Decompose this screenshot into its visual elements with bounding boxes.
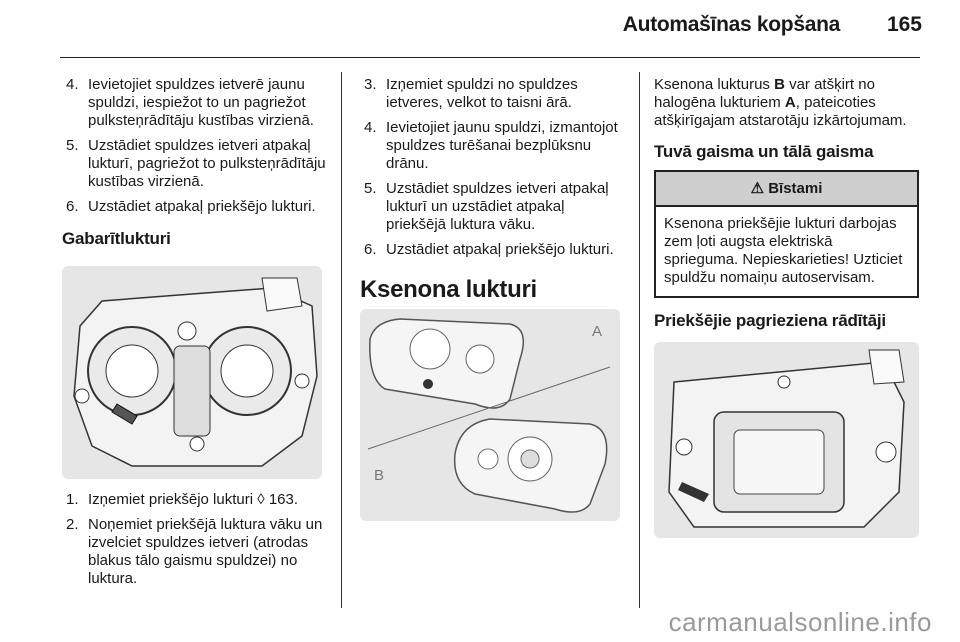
- figure-label-a: A: [592, 323, 603, 340]
- danger-header: [656, 172, 917, 207]
- column-separator: [341, 72, 342, 608]
- steps-list-top: [62, 76, 327, 216]
- danger-title: Bīstami: [768, 180, 823, 197]
- section-heading-tuva-gaisma: Tuvā gaisma un tālā gaisma: [654, 142, 874, 161]
- section-heading-gabaritlukturi: Gabarītlukturi: [62, 229, 171, 248]
- headlamp-rear-illustration: [62, 266, 322, 479]
- danger-box: [654, 170, 919, 298]
- halogen-vs-xenon-illustration: [360, 309, 620, 521]
- column-separator: [639, 72, 640, 608]
- section-heading-ksenona-lukturi: Ksenona lukturi: [360, 276, 537, 303]
- header-rule: [60, 57, 920, 58]
- list-item: 1. Izņemiet priekšējo lukturi ◊ 163.: [66, 491, 299, 508]
- figure-parking-light-housing: [62, 266, 322, 479]
- list-item: 4. Ievietojiet spuldzes ietverē jaunu spuldzi, iespiežot to un pagriežot pulksteņrādītāju kustības virzienā.: [66, 76, 314, 129]
- page-header-title: Automašīnas kopšana: [622, 13, 840, 36]
- figure-headlamp-comparison: [360, 309, 620, 521]
- steps-list: [360, 76, 625, 259]
- turn-signal-illustration: [654, 342, 919, 538]
- watermark: carmanualsonline.info: [668, 607, 932, 637]
- list-item: 3. Izņemiet spuldzi no spuldzes ietveres, velkot to taisni ārā.: [364, 76, 578, 111]
- warning-triangle-icon: ⚠: [750, 180, 765, 197]
- column-3: [654, 76, 919, 538]
- column-1: [62, 76, 327, 595]
- figure-label-b: B: [374, 467, 385, 484]
- list-item: 4. Ievietojiet jaunu spuldzi, izmantojot spuldzes turēšanai bezplūksnu drānu.: [364, 119, 618, 172]
- list-item: 6. Uzstādiet atpakaļ priekšējo lukturi.: [66, 198, 316, 215]
- section-heading-pagrieziena-raditaji: Priekšējie pagrieziena rādītāji: [654, 311, 886, 330]
- steps-list-bottom: [62, 491, 327, 588]
- list-item: 2. Noņemiet priekšējā luktura vāku un izvelciet spuldzes ietveri (atrodas blakus tālo gaismu spuldzei) no luktura.: [66, 516, 323, 587]
- list-item: 5. Uzstādiet spuldzes ietveri atpakaļ lukturī un uzstādiet atpakaļ priekšējā luktura vāku.: [364, 180, 609, 233]
- figure-turn-signal: [654, 342, 919, 538]
- danger-text: Ksenona priekšējie lukturi darbojas zem ļoti augsta elektriskā sprieguma. Nepieskarieties! Uzticiet spuldžu nomaiņu autoservisam.: [664, 215, 903, 286]
- intro-paragraph: Ksenona lukturus B var atšķirt no halogēna lukturiem A, pateicoties atšķirīgajam atstarotāju izkārtojumam.: [654, 76, 907, 129]
- list-item: 6. Uzstādiet atpakaļ priekšējo lukturi.: [364, 241, 614, 258]
- page-number: 165: [886, 13, 922, 36]
- column-2: [360, 76, 625, 521]
- list-item: 5. Uzstādiet spuldzes ietveri atpakaļ lukturī, pagriežot to pulksteņrādītāju kustības virzienā.: [66, 137, 326, 190]
